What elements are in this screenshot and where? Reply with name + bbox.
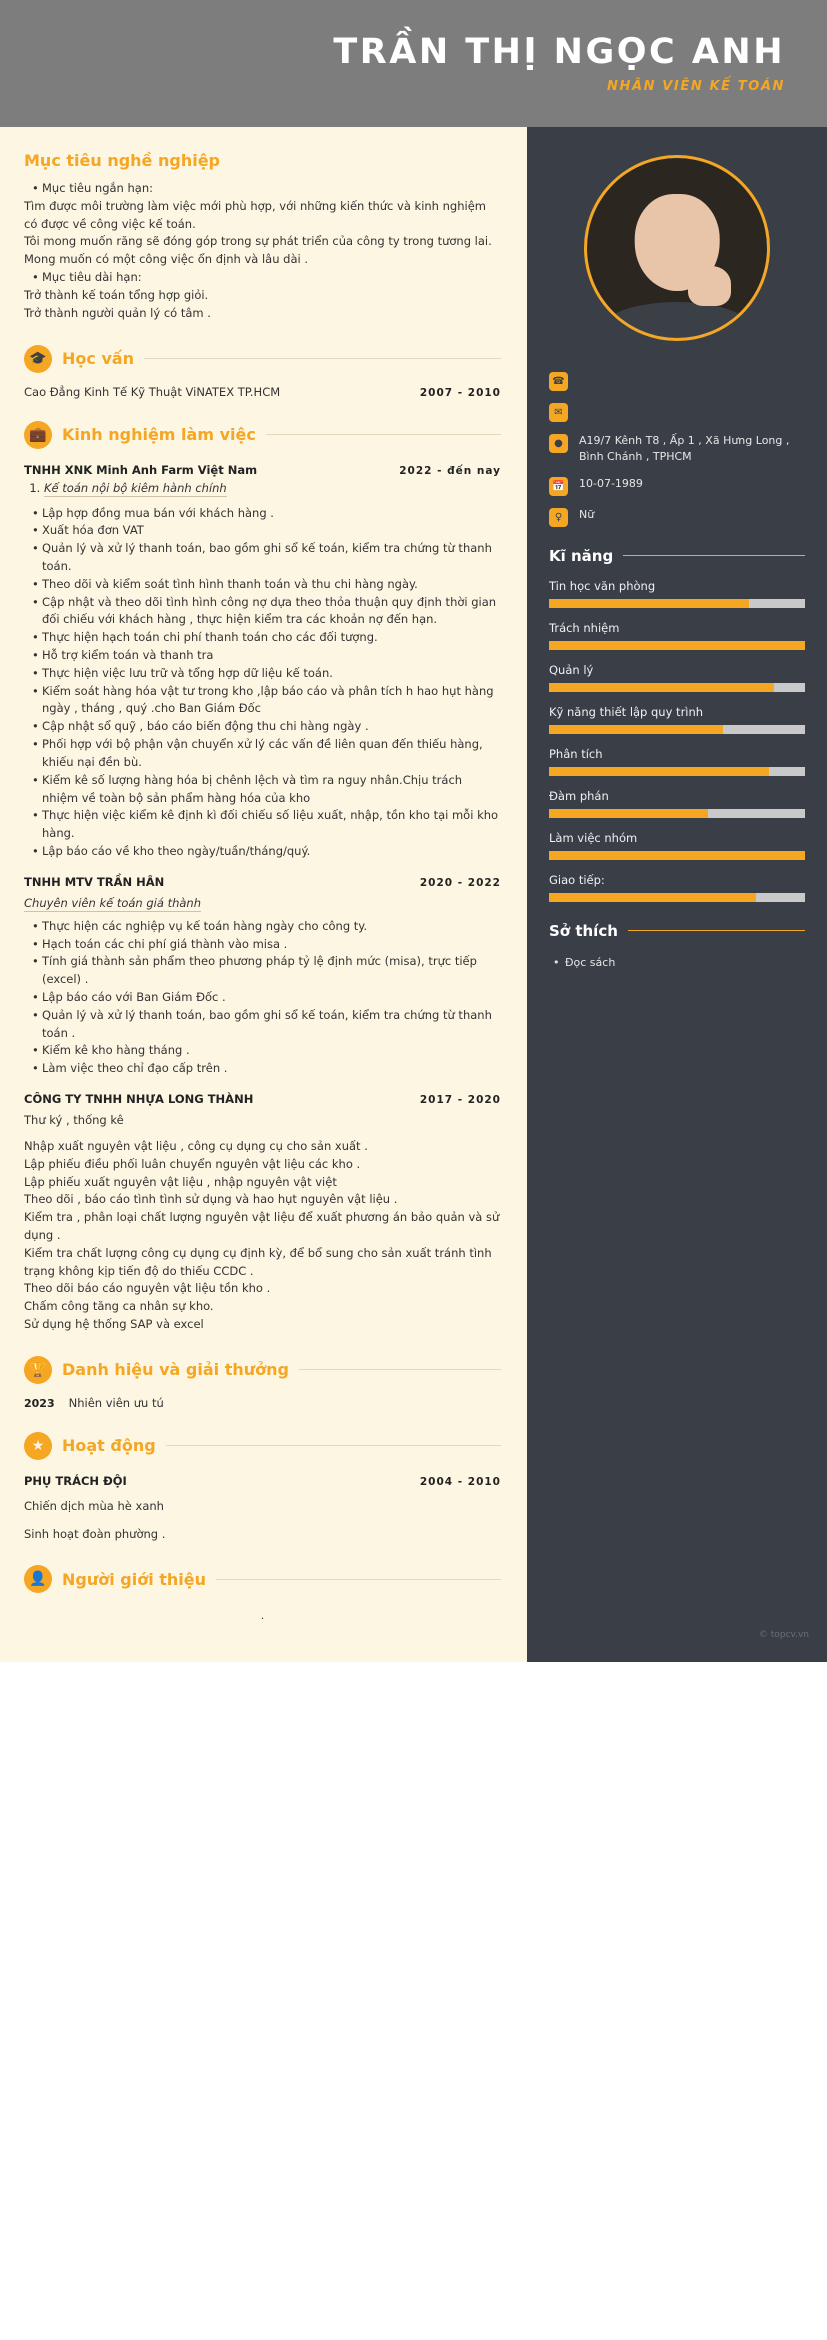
list-item: • Cập nhật và theo dõi tình hình công nợ dựa theo thỏa thuận quy định thời gian đối chiếu với khách hàng , thực hiện kiểm tra các khoản nợ đến hạn. xyxy=(30,594,501,630)
avatar-wrap xyxy=(527,127,827,363)
contact-phone[interactable] xyxy=(549,371,805,391)
cv-right-column xyxy=(527,127,827,1662)
objective-long-line-2: Trở thành người quản lý có tâm . xyxy=(24,305,211,320)
experience-line: Lập phiếu điều phối luân chuyển nguyên vật liệu các kho . xyxy=(24,1156,361,1171)
list-item: • Cập nhật sổ quỹ , báo cáo biến động thu chi hàng ngày . xyxy=(30,718,501,736)
experience-role-title: Kế toán nội bộ kiêm hành chính xyxy=(44,480,227,495)
contact-address-value: A19/7 Kênh T8 , Ấp 1 , Xã Hưng Long , Bình Chánh , TPHCM xyxy=(579,434,790,463)
candidate-name: TRẦN THỊ NGỌC ANH xyxy=(333,32,785,73)
section-title-references: Người giới thiệu xyxy=(62,1569,207,1589)
divider xyxy=(266,434,501,435)
briefcase-icon: 💼 xyxy=(24,421,52,449)
skill-label: Giao tiếp: xyxy=(549,872,605,887)
experience-line: Nhập xuất nguyên vật liệu , công cụ dụng cụ cho sản xuất . xyxy=(24,1138,368,1153)
skill-item xyxy=(549,873,805,902)
activity-item xyxy=(24,1474,501,1488)
hobby-list xyxy=(553,954,805,972)
section-title-activities: Hoạt động xyxy=(62,1436,156,1456)
activity-role: PHỤ TRÁCH ĐỘI xyxy=(24,1473,127,1488)
list-item: • Thực hiện các nghiệp vụ kế toán hàng ngày cho công ty. xyxy=(30,918,501,936)
skill-bar-fill xyxy=(549,851,805,860)
experience-org: TNHH MTV TRẦN HÂN xyxy=(24,874,165,889)
skill-item xyxy=(549,621,805,650)
section-experience xyxy=(24,421,501,449)
list-item: • Thực hiện việc lưu trữ và tổng hợp dữ liệu kế toán. xyxy=(30,665,501,683)
section-education xyxy=(24,345,501,373)
experience-item xyxy=(24,1092,501,1106)
experience-line: Chấm công tăng ca nhân sự kho. xyxy=(24,1299,214,1314)
activity-date: 2004 - 2010 xyxy=(419,1475,501,1488)
skill-item xyxy=(549,663,805,692)
skill-label: Tin học văn phòng xyxy=(549,578,656,593)
education-item xyxy=(24,385,501,399)
watermark: © topcv.vn xyxy=(758,1630,809,1641)
contact-gender-value: Nữ xyxy=(579,507,595,521)
cv-header xyxy=(0,0,827,127)
experience-line: Sử dụng hệ thống SAP và excel xyxy=(24,1317,204,1331)
location-icon: ● xyxy=(549,434,568,453)
objective-long-list xyxy=(30,269,501,287)
trophy-icon: 🏆 xyxy=(24,1356,52,1384)
calendar-icon: 📅 xyxy=(549,477,568,496)
section-title-objective: Mục tiêu nghề nghiệp xyxy=(24,151,220,170)
star-icon: ★ xyxy=(24,1432,52,1460)
section-title-experience: Kinh nghiệm làm việc xyxy=(62,425,256,444)
contact-gender xyxy=(549,507,805,527)
list-item: • Tính giá thành sản phẩm theo phương pháp tỷ lệ định mức (misa), trực tiếp (excel) . xyxy=(30,953,501,989)
skill-item xyxy=(549,705,805,734)
email-icon: ✉ xyxy=(549,403,568,422)
skill-bar xyxy=(549,893,805,902)
list-item: • Thực hiện hạch toán chi phí thanh toán cho các đối tượng. xyxy=(30,629,501,647)
skill-bar xyxy=(549,725,805,734)
divider xyxy=(628,930,805,931)
list-item: • Hỗ trợ kiểm toán và thanh tra xyxy=(30,647,501,665)
phone-icon: ☎ xyxy=(549,372,568,391)
divider xyxy=(144,358,501,359)
divider xyxy=(216,1579,501,1580)
candidate-role: NHÂN VIÊN KẾ TOÁN xyxy=(607,78,785,94)
skill-bar-fill xyxy=(549,683,774,692)
experience-date: 2022 - đến nay xyxy=(399,464,501,477)
skill-bar xyxy=(549,809,805,818)
list-item: • Hạch toán các chi phí giá thành vào misa . xyxy=(30,936,501,954)
cv-body xyxy=(0,127,827,1662)
experience-org: TNHH XNK Minh Anh Farm Việt Nam xyxy=(24,462,258,477)
divider xyxy=(623,555,805,556)
experience-role-item xyxy=(44,481,501,501)
skill-bar-fill xyxy=(549,641,805,650)
list-item: • Quản lý và xử lý thanh toán, bao gồm ghi sổ kế toán, kiểm tra chứng từ thanh toán . xyxy=(30,1007,501,1043)
list-item: • Quản lý và xử lý thanh toán, bao gồm ghi sổ kế toán, kiểm tra chứng từ thanh toán. xyxy=(30,540,501,576)
activity-line: Sinh hoạt đoàn phường . xyxy=(24,1526,166,1541)
section-hobbies xyxy=(549,922,805,940)
divider xyxy=(166,1445,501,1446)
award-year: 2023 xyxy=(24,1396,55,1410)
experience-role-title: Thư ký , thống kê xyxy=(24,1113,124,1128)
skill-label: Đàm phán xyxy=(549,788,609,803)
skill-label: Trách nhiệm xyxy=(549,620,620,635)
contact-birthdate-value: 10-07-1989 xyxy=(579,476,643,490)
list-item: • Kiểm soát hàng hóa vật tư trong kho ,lập báo cáo và phân tích h hao hụt hàng ngày , tháng , quý .cho Ban Giám Đốc xyxy=(30,683,501,719)
skill-bar-fill xyxy=(549,599,749,608)
section-title-skills: Kĩ năng xyxy=(549,546,614,565)
list-item: • Lập báo cáo với Ban Giám Đốc . xyxy=(30,989,501,1007)
education-school: Cao Đẳng Kinh Tế Kỹ Thuật ViNATEX TP.HCM xyxy=(24,384,281,399)
experience-date: 2017 - 2020 xyxy=(419,1094,501,1107)
objective-short-line-1: Tìm được môi trường làm việc mới phù hợp, với những kiến thức và kinh nghiệm có được về công việc kế toán. xyxy=(24,198,486,231)
education-date: 2007 - 2010 xyxy=(419,386,501,399)
section-activities xyxy=(24,1432,501,1460)
gender-icon: ♀ xyxy=(549,508,568,527)
list-item: • Kiểm kê số lượng hàng hóa bị chênh lệch và tìm ra nguy nhân.Chịu trách nhiệm về toàn bộ sản phẩm hàng hóa của kho xyxy=(30,772,501,808)
section-skills xyxy=(549,547,805,565)
header-text-block xyxy=(333,33,785,94)
experience-bullets xyxy=(30,505,501,861)
contact-birthdate xyxy=(549,476,805,496)
avatar xyxy=(584,155,770,341)
experience-line: Theo dõi , báo cáo tình tình sử dụng và hao hụt nguyên vật liệu . xyxy=(24,1192,398,1207)
skill-item xyxy=(549,789,805,818)
skill-item xyxy=(549,579,805,608)
experience-role-title: Chuyên viên kế toán giá thành xyxy=(24,895,201,910)
skill-bar-fill xyxy=(549,893,756,902)
list-item: • Kiểm kê kho hàng tháng . xyxy=(30,1042,501,1060)
skill-bar xyxy=(549,641,805,650)
divider xyxy=(299,1369,501,1370)
skill-item xyxy=(549,831,805,860)
experience-date: 2020 - 2022 xyxy=(419,876,501,889)
objective-short-line-2: Tôi mong muốn răng sẽ đóng góp trong sự phát triển của công ty trong tương lai. xyxy=(24,234,492,249)
skill-label: Kỹ năng thiết lập quy trình xyxy=(549,704,704,719)
experience-line: Lập phiếu xuất nguyên vật liệu , nhập nguyên vật việt xyxy=(24,1174,337,1189)
skill-label: Quản lý xyxy=(549,662,594,677)
objective-short-line-3: Mong muốn có một công việc ổn định và lâu dài . xyxy=(24,252,309,267)
skill-bar xyxy=(549,683,805,692)
objective-long-label: • Mục tiêu dài hạn: xyxy=(30,269,501,287)
objective-short-list xyxy=(30,180,501,198)
award-item xyxy=(24,1396,501,1410)
list-item: • Đọc sách xyxy=(553,954,805,972)
award-label: Nhiên viên ưu tú xyxy=(68,1395,164,1410)
list-item: • Lập hợp đồng mua bán với khách hàng . xyxy=(30,505,501,523)
list-item: • Thực hiện việc kiểm kê định kì đối chiếu số liệu xuất, nhập, tồn kho tại mỗi kho hàng. xyxy=(30,807,501,843)
experience-line: Kiểm tra chất lượng công cụ dụng cụ định kỳ, để bổ sung cho sản xuất tránh tình trạng không kịp tiến độ do thiếu CCDC . xyxy=(24,1245,492,1278)
skill-bar-fill xyxy=(549,809,708,818)
skill-item xyxy=(549,747,805,776)
experience-item xyxy=(24,463,501,477)
list-item: • Theo dõi và kiểm soát tình hình thanh toán và thu chi hàng ngày. xyxy=(30,576,501,594)
experience-org: CÔNG TY TNHH NHỰA LONG THÀNH xyxy=(24,1092,254,1107)
objective-short-label: • Mục tiêu ngắn hạn: xyxy=(30,180,501,198)
graduation-cap-icon: 🎓 xyxy=(24,345,52,373)
experience-role-list xyxy=(44,481,501,501)
skill-label: Phân tích xyxy=(549,746,603,761)
skill-bar xyxy=(549,851,805,860)
objective-long-line-1: Trở thành kế toán tổng hợp giỏi. xyxy=(24,287,209,302)
list-item: • Phối hợp với bộ phận vận chuyển xử lý các vấn đề liên quan đến thiếu hàng, khiếu nại đền bù. xyxy=(30,736,501,772)
contact-address xyxy=(549,433,805,465)
skill-bar xyxy=(549,767,805,776)
cv-left-column xyxy=(0,127,527,1662)
experience-line: Theo dõi báo cáo nguyên vật liệu tồn kho . xyxy=(24,1281,271,1296)
list-item: • Lập báo cáo về kho theo ngày/tuần/tháng/quý. xyxy=(30,843,501,861)
skill-bar-fill xyxy=(549,725,723,734)
contact-block xyxy=(527,363,827,527)
skill-bar xyxy=(549,599,805,608)
experience-item xyxy=(24,875,501,889)
contact-email[interactable] xyxy=(549,402,805,422)
skill-label: Làm việc nhóm xyxy=(549,830,638,845)
references-note: . xyxy=(260,1609,265,1623)
avatar-hand xyxy=(688,266,731,306)
activity-line: Chiến dịch mùa hè xanh xyxy=(24,1498,164,1513)
list-item: • Xuất hóa đơn VAT xyxy=(30,522,501,540)
section-title-hobbies: Sở thích xyxy=(549,921,618,940)
section-awards xyxy=(24,1356,501,1384)
experience-line: Kiểm tra , phân loại chất lượng nguyên vật liệu để xuất phương án bảo quản và sử dụng . xyxy=(24,1210,500,1242)
list-item: • Làm việc theo chỉ đạo cấp trên . xyxy=(30,1060,501,1078)
user-plus-icon: 👤 xyxy=(24,1565,52,1593)
experience-bullets xyxy=(30,918,501,1078)
section-title-awards: Danh hiệu và giải thưởng xyxy=(62,1360,289,1380)
skill-bar-fill xyxy=(549,767,769,776)
section-references xyxy=(24,1565,501,1593)
section-title-education: Học vấn xyxy=(62,349,135,368)
